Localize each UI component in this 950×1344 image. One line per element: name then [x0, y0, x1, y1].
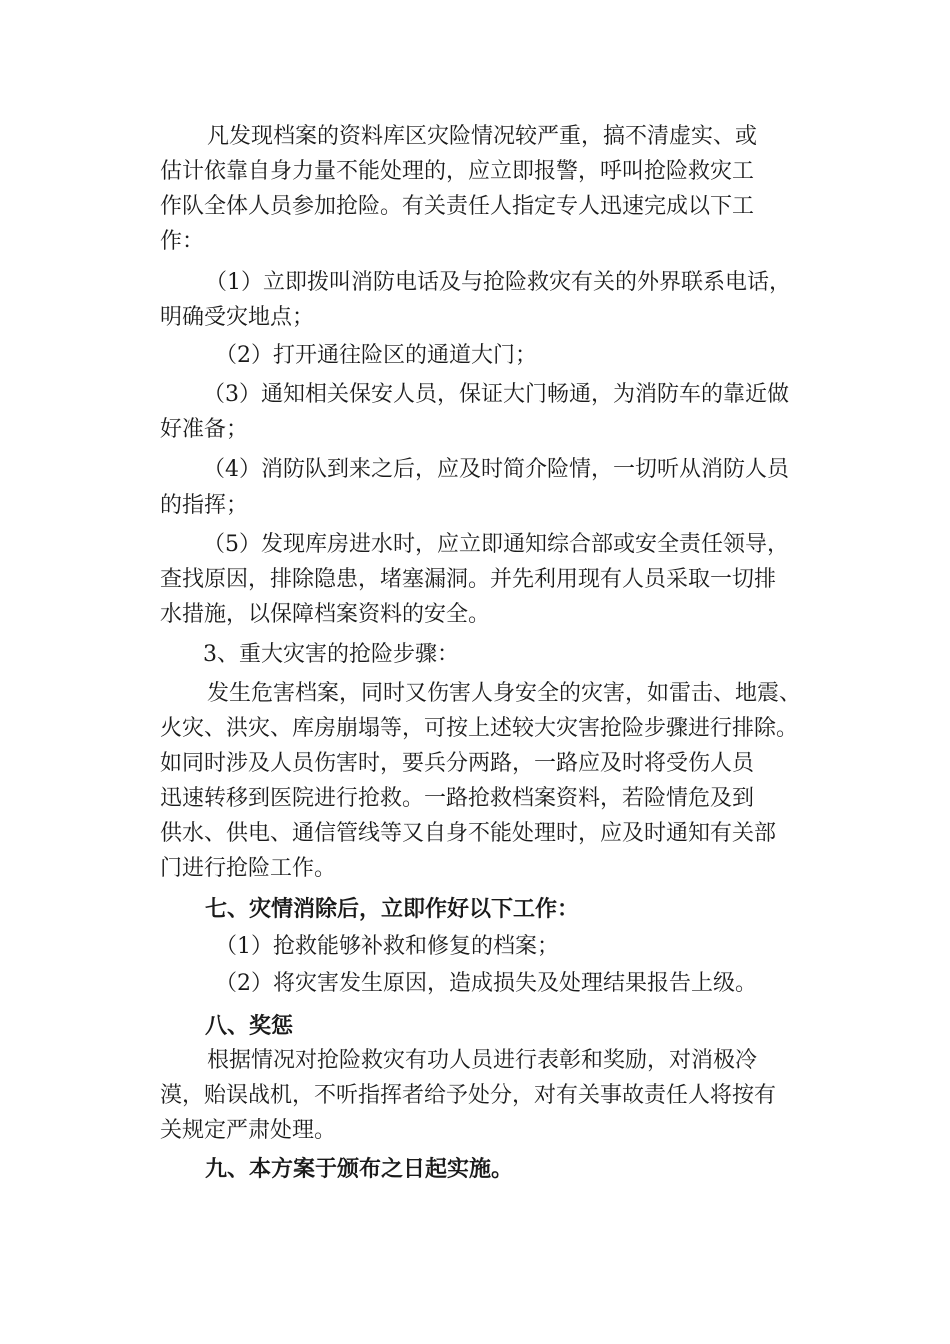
list-item-line: 水措施，以保障档案资料的安全。: [160, 602, 491, 627]
section-heading: 八、奖惩: [205, 1013, 294, 1039]
paragraph-line: 作：: [160, 229, 205, 254]
paragraph-line: 迅速转移到医院进行抢救。一路抢救档案资料，若险情危及到: [160, 786, 755, 811]
list-item-line: （2）打开通往险区的通道大门；: [215, 343, 537, 368]
paragraph-line: 发生危害档案，同时又伤害人身安全的灾害，如雷击、地震、: [207, 681, 802, 706]
list-item-line: （5）发现库房进水时，应立即通知综合部或安全责任领导，: [203, 532, 789, 557]
paragraph-line: 漠，贻误战机，不听指挥者给予处分，对有关事故责任人将按有: [160, 1083, 777, 1108]
paragraph-line: 凡发现档案的资料库区灾险情况较严重，搞不清虚实、或: [207, 124, 758, 149]
paragraph-line: 供水、供电、通信管线等又自身不能处理时，应及时通知有关部: [160, 821, 777, 846]
section-heading: 九、本方案于颁布之日起实施。: [205, 1156, 514, 1182]
paragraph-line: 门进行抢险工作。: [160, 856, 337, 881]
list-item-line: 好准备；: [160, 417, 249, 442]
list-item-line: （1）抢救能够补救和修复的档案；: [215, 934, 559, 959]
list-item-line: （2）将灾害发生原因，造成损失及处理结果报告上级。: [215, 971, 757, 996]
list-item-line: （3）通知相关保安人员，保证大门畅通，为消防车的靠近做: [203, 382, 789, 407]
paragraph-line: 根据情况对抢险救灾有功人员进行表彰和奖励，对消极冷: [207, 1048, 758, 1073]
paragraph-line: 估计依靠自身力量不能处理的，应立即报警，呼叫抢险救灾工: [160, 159, 755, 184]
paragraph-line: 火灾、洪灾、库房崩塌等，可按上述较大灾害抢险步骤进行排除。: [160, 716, 799, 741]
subheading: 3、重大灾害的抢险步骤：: [203, 642, 459, 667]
list-item-line: 的指挥；: [160, 493, 249, 518]
list-item-line: 明确受灾地点；: [160, 305, 315, 330]
paragraph-line: 关规定严肃处理。: [160, 1118, 337, 1143]
section-heading: 七、灾情消除后，立即作好以下工作：: [205, 896, 580, 922]
list-item-line: 查找原因，排除隐患，堵塞漏洞。并先利用现有人员采取一切排: [160, 567, 777, 592]
paragraph-line: 作队全体人员参加抢险。有关责任人指定专人迅速完成以下工: [160, 194, 755, 219]
paragraph-line: 如同时涉及人员伤害时，要兵分两路，一路应及时将受伤人员: [160, 751, 755, 776]
list-item-line: （1）立即拨叫消防电话及与抢险救灾有关的外界联系电话，: [205, 270, 791, 295]
list-item-line: （4）消防队到来之后，应及时简介险情，一切听从消防人员: [203, 457, 789, 482]
